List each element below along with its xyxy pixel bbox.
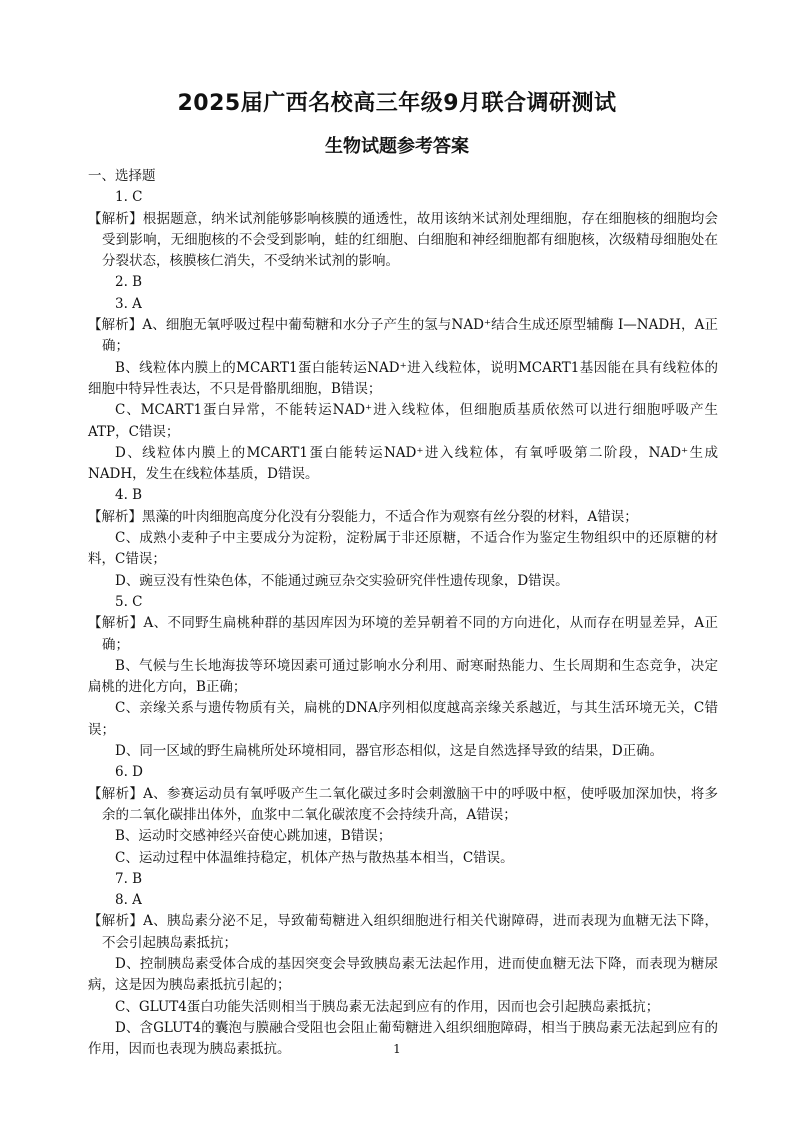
option-paragraph: C、MCART1蛋白异常，不能转运NAD⁺进入线粒体，但细胞质基质依然可以进行细胞呼吸产生ATP，C错误； <box>88 402 718 440</box>
option-paragraph: D、线粒体内膜上的MCART1蛋白能转运NAD⁺进入线粒体，有氧呼吸第二阶段，NAD⁺生成NADH，发生在线粒体基质，D错误。 <box>88 444 718 483</box>
document-subtitle: 生物试题参考答案 <box>325 136 469 157</box>
page-number: 1 <box>393 1042 401 1056</box>
option-paragraph: B、气候与生长地海拔等环境因素可通过影响水分利用、耐寒耐热能力、生长周期和生态竞争，决定扁桃的进化方向，B正确； <box>88 657 718 696</box>
section-heading: 一、选择题 <box>88 168 156 184</box>
answer-key: 7. B <box>115 870 143 887</box>
explanation-paragraph: 【解析】A、不同野生扁桃种群的基因库因为环境的差异朝着不同的方向进化，从而存在明显差异，A正确； <box>88 615 718 653</box>
option-paragraph: C、运动过程中体温维持稳定，机体产热与散热基本相当，C错误。 <box>115 849 514 866</box>
option-paragraph: D、控制胰岛素受体合成的基因突变会导致胰岛素无法起作用，进而使血糖无法下降，而表现为糖尿病，这是因为胰岛素抵抗引起的； <box>88 955 718 994</box>
option-paragraph: C、GLUT4蛋白功能失活则相当于胰岛素无法起到应有的作用，因而也会引起胰岛素抵抗； <box>115 998 660 1015</box>
option-paragraph: D、含GLUT4的囊泡与膜融合受阻也会阻止葡萄糖进入组织细胞障碍，相当于胰岛素无法起到应有的作用，因而也表现为胰岛素抵抗。 <box>88 1019 718 1058</box>
option-paragraph: C、成熟小麦种子中主要成分为淀粉，淀粉属于非还原糖，不适合作为鉴定生物组织中的还原糖的材料，C错误； <box>88 530 718 568</box>
option-paragraph: C、亲缘关系与遗传物质有关，扁桃的DNA序列相似度越高亲缘关系越近，与其生活环境无关，C错误； <box>88 700 718 738</box>
answer-key: 5. C <box>115 593 143 610</box>
answer-key: 2. B <box>115 274 143 291</box>
explanation-paragraph: 【解析】A、参赛运动员有氧呼吸产生二氧化碳过多时会刺激脑干中的呼吸中枢，使呼吸加深加快，将多余的二氧化碳排出体外，血浆中二氧化碳浓度不会持续升高，A错误； <box>88 785 718 823</box>
answer-key: 3. A <box>115 295 142 312</box>
document-body <box>88 166 718 1060</box>
explanation-paragraph: 【解析】根据题意，纳米试剂能够影响核膜的通透性，故用该纳米试剂处理细胞，存在细胞核的细胞均会受到影响，无细胞核的不会受到影响，蛙的红细胞、白细胞和神经细胞都有细胞核，次级精母细胞处在分裂状态，核膜核仁消失，不受纳米试剂的影响。 <box>88 210 718 270</box>
document-title: 2025届广西名校高三年级9月联合调研测试 <box>177 91 617 116</box>
option-paragraph: B、线粒体内膜上的MCART1蛋白能转运NAD⁺进入线粒体，说明MCART1基因能在具有线粒体的细胞中特异性表达，不只是骨骼肌细胞，B错误； <box>88 359 718 397</box>
explanation-paragraph: 【解析】A、细胞无氧呼吸过程中葡萄糖和水分子产生的氢与NAD⁺结合生成还原型辅酶 I—NADH，A正确； <box>88 317 718 355</box>
answer-list <box>88 187 718 1060</box>
explanation-paragraph: 【解析】黑藻的叶肉细胞高度分化没有分裂能力，不适合作为观察有丝分裂的材料，A错误； <box>88 508 638 525</box>
answer-key: 1. C <box>115 189 143 206</box>
answer-key: 8. A <box>115 892 142 909</box>
answer-key: 6. D <box>115 764 143 781</box>
option-paragraph: D、同一区域的野生扁桃所处环境相同，器官形态相似，这是自然选择导致的结果，D正确。 <box>115 743 664 760</box>
option-paragraph: B、运动时交感神经兴奋使心跳加速，B错误； <box>115 828 392 845</box>
option-paragraph: D、豌豆没有性染色体，不能通过豌豆杂交实验研究伴性遗传现象，D错误。 <box>115 572 569 589</box>
answer-key: 4. B <box>115 487 143 504</box>
explanation-paragraph: 【解析】A、胰岛素分泌不足，导致葡萄糖进入组织细胞进行相关代谢障碍，进而表现为血糖无法下降，不会引起胰岛素抵抗； <box>88 913 718 951</box>
